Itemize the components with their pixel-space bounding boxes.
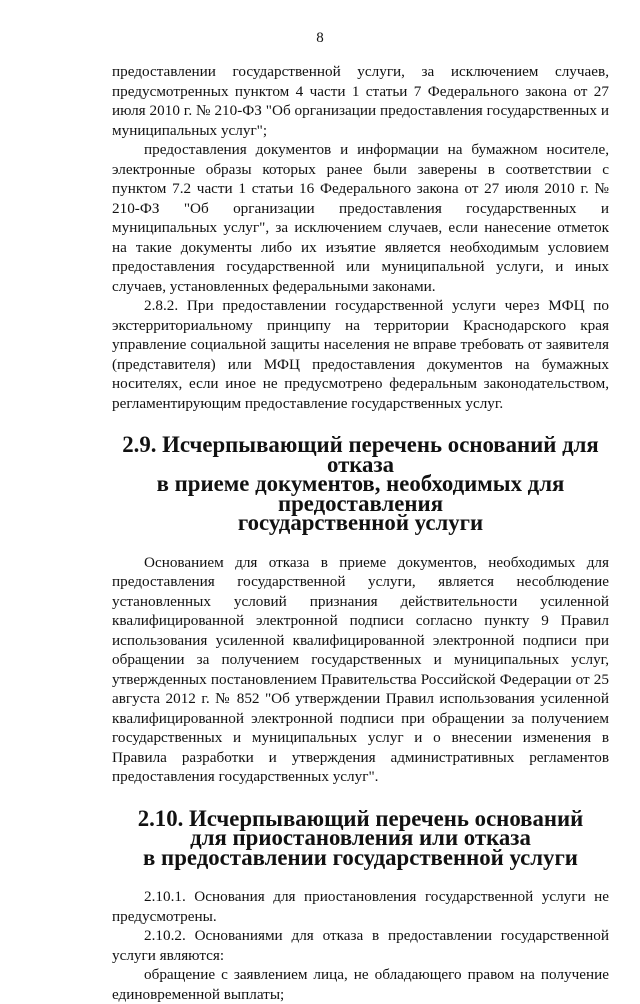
heading-line: 2.10. Исчерпывающий перечень оснований [137, 805, 584, 831]
heading-line: в предоставлении государственной услуги [143, 844, 578, 870]
page-number: 8 [316, 30, 324, 46]
paragraph-2-8-2: 2.8.2. При предоставлении государственной услуги через МФЦ по экстерриториальному принципу на территории Краснодарского края управление социальной защиты населения не вправе требовать от заявителя (представителя) или МФЦ предоставления документов на бумажных носителях, если иное не предусмотрено федеральным законодательством, регламентирующим предоставление государственных услуг. [112, 297, 609, 412]
page-content [112, 62, 609, 1004]
paragraph-2-10-2: 2.10.2. Основаниями для отказа в предоставлении государственной услуги являются: [112, 927, 609, 964]
paragraph-paper-documents: предоставления документов и информации на бумажном носителе, электронные образы которых ранее были заверены в соответствии с пунктом 7.2 части 1 статьи 16 Федерального закона от 27 июля 2010 г. № 210-ФЗ "Об организации предоставления государственных и муниципальных услуг", за исключением случаев, если нанесение отметок на такие документы либо их изъятие является необходимым условием предоставления государственной или муниципальной услуги, и иных случаев, установленных федеральными законами. [112, 141, 609, 295]
heading-line: в приеме документов, необходимых для предоставления [156, 471, 565, 516]
paragraph-continuation: предоставлении государственной услуги, за исключением случаев, предусмотренных пунктом 4 части 1 статьи 7 Федерального закона от 27 июля 2010 г. № 210-ФЗ "Об организации предоставления государственных и муниципальных услуг"; [112, 63, 609, 139]
section-heading-2-10 [112, 805, 609, 870]
paragraph-2-9-body: Основанием для отказа в приеме документов, необходимых для предоставления государственной услуги, является несоблюдение установленных условий признания действительности усиленной квалифицированной электронной подписи согласно пункту 9 Правил использования усиленной квалифицированной электронной подписи при обращении за получением государственных и муниципальных услуг, утвержденных постановлением Правительства Российской Федерации от 25 августа 2012 г. № 852 "Об утверждении Правил использования усиленной квалифицированной электронной подписи при обращении за получением государственных и муниципальных услуг и о внесении изменения в Правила разработки и утверждения административных регламентов предоставления государственных услуг". [112, 553, 609, 785]
paragraph-2-10-1: 2.10.1. Основания для приостановления государственной услуги не предусмотрены. [112, 888, 609, 925]
section-heading-2-9 [112, 432, 609, 535]
heading-line: 2.9. Исчерпывающий перечень оснований для отказа [122, 432, 599, 477]
paragraph-refusal-ground: обращение с заявлением лица, не обладающего правом на получение единовременной выплаты; [112, 966, 609, 1003]
heading-line: для приостановления или отказа [190, 825, 531, 850]
heading-line: государственной услуги [237, 510, 484, 535]
